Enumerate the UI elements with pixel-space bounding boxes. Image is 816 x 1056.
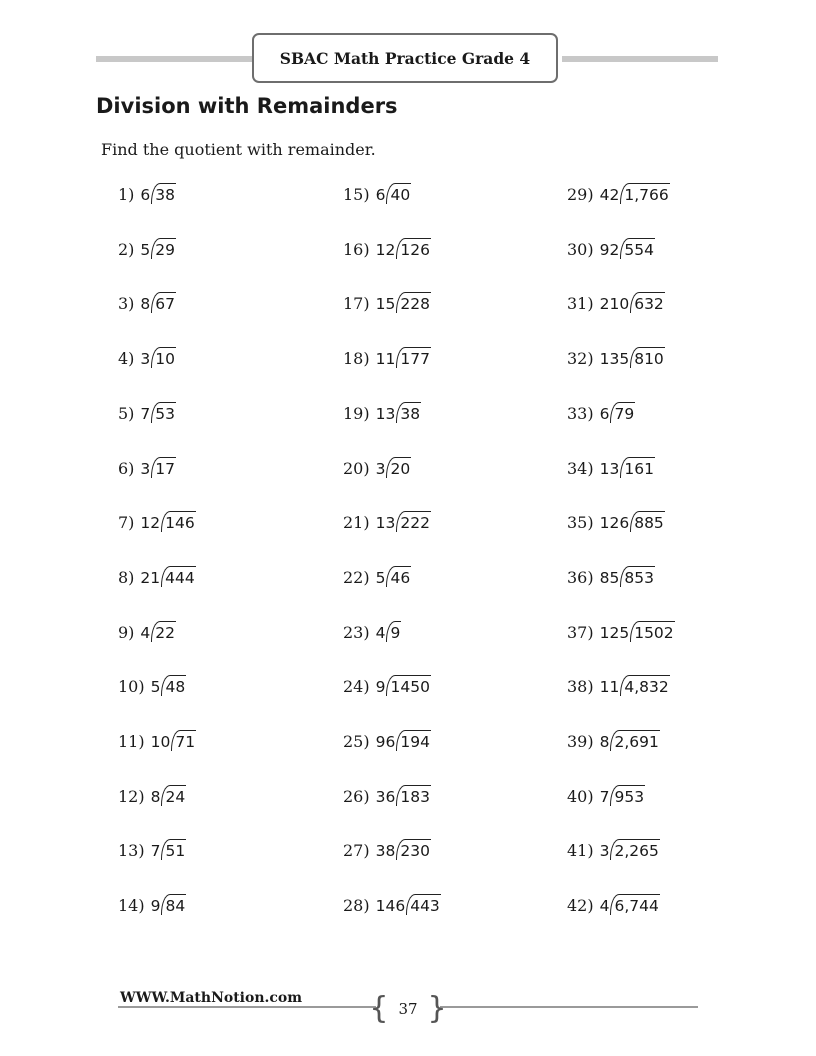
divisor: 13 bbox=[375, 514, 396, 532]
division-problem bbox=[343, 180, 411, 204]
divisor: 36 bbox=[375, 788, 396, 806]
footer-page-box bbox=[369, 991, 447, 1026]
divisor: 11 bbox=[599, 678, 620, 696]
dividend: 6,744 bbox=[610, 894, 659, 915]
dividend: 443 bbox=[406, 894, 441, 915]
dividend: 554 bbox=[620, 238, 655, 259]
divisor: 9 bbox=[375, 678, 386, 696]
dividend: 126 bbox=[396, 238, 431, 259]
dividend: 161 bbox=[620, 457, 655, 478]
dividend: 79 bbox=[610, 402, 635, 423]
divisor: 96 bbox=[375, 733, 396, 751]
problem-number: 35) bbox=[567, 513, 594, 532]
dividend: 17 bbox=[151, 457, 176, 478]
problem-number: 4) bbox=[118, 349, 135, 368]
problem-number: 38) bbox=[567, 677, 594, 696]
problem-number: 39) bbox=[567, 732, 594, 751]
divisor: 7 bbox=[599, 788, 610, 806]
problem-number: 36) bbox=[567, 568, 594, 587]
division-problem bbox=[118, 891, 186, 915]
dividend: 53 bbox=[151, 402, 176, 423]
dividend: 228 bbox=[396, 292, 431, 313]
problem-number: 41) bbox=[567, 841, 594, 860]
divisor: 12 bbox=[140, 514, 161, 532]
divisor: 3 bbox=[140, 350, 151, 368]
problem-number: 17) bbox=[343, 294, 370, 313]
problem-number: 18) bbox=[343, 349, 370, 368]
dividend: 20 bbox=[386, 457, 411, 478]
dividend: 230 bbox=[396, 839, 431, 860]
divisor: 12 bbox=[375, 241, 396, 259]
division-problem bbox=[567, 836, 660, 860]
division-problem bbox=[118, 454, 176, 478]
dividend: 38 bbox=[151, 183, 176, 204]
division-problem bbox=[343, 235, 431, 259]
left-brace-icon: { bbox=[369, 991, 389, 1026]
dividend: 853 bbox=[620, 566, 655, 587]
division-problem bbox=[567, 782, 645, 806]
footer-website: WWW.MathNotion.com bbox=[120, 990, 303, 1006]
page-number: 37 bbox=[398, 1000, 418, 1018]
divisor: 4 bbox=[140, 624, 151, 642]
dividend: 885 bbox=[630, 511, 665, 532]
divisor: 10 bbox=[150, 733, 171, 751]
division-problem bbox=[118, 672, 186, 696]
division-problem bbox=[343, 727, 431, 751]
division-problem bbox=[118, 180, 176, 204]
division-problem bbox=[118, 399, 176, 423]
divisor: 8 bbox=[599, 733, 610, 751]
problem-number: 21) bbox=[343, 513, 370, 532]
problem-number: 31) bbox=[567, 294, 594, 313]
problem-number: 5) bbox=[118, 404, 135, 423]
problem-number: 33) bbox=[567, 404, 594, 423]
dividend: 1502 bbox=[630, 621, 674, 642]
problem-number: 29) bbox=[567, 185, 594, 204]
division-problem bbox=[343, 289, 431, 313]
problem-number: 20) bbox=[343, 459, 370, 478]
divisor: 8 bbox=[150, 788, 161, 806]
divisor: 92 bbox=[599, 241, 620, 259]
division-problem bbox=[343, 891, 441, 915]
division-problem bbox=[343, 836, 431, 860]
problem-number: 12) bbox=[118, 787, 145, 806]
problem-number: 19) bbox=[343, 404, 370, 423]
instruction-text: Find the quotient with remainder. bbox=[101, 140, 376, 159]
problem-number: 42) bbox=[567, 896, 594, 915]
dividend: 2,691 bbox=[610, 730, 659, 751]
problem-number: 3) bbox=[118, 294, 135, 313]
division-problem bbox=[118, 508, 196, 532]
problem-number: 23) bbox=[343, 623, 370, 642]
division-problem bbox=[567, 344, 665, 368]
problem-number: 26) bbox=[343, 787, 370, 806]
division-problem bbox=[118, 782, 186, 806]
division-problem bbox=[343, 563, 411, 587]
dividend: 183 bbox=[396, 785, 431, 806]
problem-number: 14) bbox=[118, 896, 145, 915]
divisor: 5 bbox=[150, 678, 161, 696]
division-problem bbox=[118, 289, 176, 313]
divisor: 5 bbox=[140, 241, 151, 259]
division-problem bbox=[567, 508, 665, 532]
divisor: 3 bbox=[140, 460, 151, 478]
problem-number: 40) bbox=[567, 787, 594, 806]
divisor: 3 bbox=[599, 842, 610, 860]
divisor: 7 bbox=[140, 405, 151, 423]
division-problem bbox=[118, 235, 176, 259]
problem-number: 32) bbox=[567, 349, 594, 368]
dividend: 22 bbox=[151, 621, 176, 642]
dividend: 444 bbox=[161, 566, 196, 587]
division-problem bbox=[118, 727, 196, 751]
division-problem bbox=[567, 454, 655, 478]
problem-number: 37) bbox=[567, 623, 594, 642]
header-title: SBAC Math Practice Grade 4 bbox=[279, 48, 531, 68]
problem-number: 15) bbox=[343, 185, 370, 204]
divisor: 9 bbox=[150, 897, 161, 915]
division-problem bbox=[343, 508, 431, 532]
divisor: 3 bbox=[375, 460, 386, 478]
right-brace-icon: } bbox=[427, 991, 447, 1026]
dividend: 67 bbox=[151, 292, 176, 313]
divisor: 125 bbox=[599, 624, 630, 642]
dividend: 2,265 bbox=[610, 839, 659, 860]
division-problem bbox=[118, 344, 176, 368]
page-title: Division with Remainders bbox=[96, 94, 398, 118]
problem-number: 16) bbox=[343, 240, 370, 259]
division-problem bbox=[567, 563, 655, 587]
dividend: 222 bbox=[396, 511, 431, 532]
divisor: 126 bbox=[599, 514, 630, 532]
division-problem bbox=[343, 672, 431, 696]
dividend: 38 bbox=[396, 402, 421, 423]
division-problem bbox=[343, 454, 411, 478]
division-problem bbox=[567, 289, 665, 313]
divisor: 13 bbox=[599, 460, 620, 478]
divisor: 6 bbox=[599, 405, 610, 423]
problem-number: 13) bbox=[118, 841, 145, 860]
dividend: 71 bbox=[171, 730, 196, 751]
problem-number: 34) bbox=[567, 459, 594, 478]
footer-rule-left bbox=[118, 1006, 376, 1008]
dividend: 46 bbox=[386, 566, 411, 587]
division-problem bbox=[567, 235, 655, 259]
divisor: 15 bbox=[375, 295, 396, 313]
divisor: 21 bbox=[140, 569, 161, 587]
dividend: 40 bbox=[386, 183, 411, 204]
dividend: 29 bbox=[151, 238, 176, 259]
division-problem bbox=[567, 891, 660, 915]
divisor: 4 bbox=[599, 897, 610, 915]
division-problem bbox=[118, 618, 176, 642]
problem-number: 9) bbox=[118, 623, 135, 642]
problem-number: 22) bbox=[343, 568, 370, 587]
problem-number: 25) bbox=[343, 732, 370, 751]
dividend: 4,832 bbox=[620, 675, 669, 696]
problem-number: 7) bbox=[118, 513, 135, 532]
divisor: 8 bbox=[140, 295, 151, 313]
problem-number: 27) bbox=[343, 841, 370, 860]
footer-rule-right bbox=[440, 1006, 698, 1008]
division-problem bbox=[343, 618, 401, 642]
problem-number: 2) bbox=[118, 240, 135, 259]
divisor: 42 bbox=[599, 186, 620, 204]
division-problem bbox=[343, 782, 431, 806]
dividend: 51 bbox=[161, 839, 186, 860]
division-problem bbox=[567, 399, 635, 423]
divisor: 4 bbox=[375, 624, 386, 642]
problem-number: 28) bbox=[343, 896, 370, 915]
division-problem bbox=[567, 727, 660, 751]
division-problem bbox=[567, 672, 670, 696]
divisor: 135 bbox=[599, 350, 630, 368]
dividend: 48 bbox=[161, 675, 186, 696]
divisor: 85 bbox=[599, 569, 620, 587]
dividend: 84 bbox=[161, 894, 186, 915]
dividend: 1,766 bbox=[620, 183, 669, 204]
divisor: 6 bbox=[140, 186, 151, 204]
dividend: 146 bbox=[161, 511, 196, 532]
divisor: 7 bbox=[150, 842, 161, 860]
divisor: 210 bbox=[599, 295, 630, 313]
problem-number: 6) bbox=[118, 459, 135, 478]
divisor: 5 bbox=[375, 569, 386, 587]
dividend: 10 bbox=[151, 347, 176, 368]
dividend: 177 bbox=[396, 347, 431, 368]
divisor: 11 bbox=[375, 350, 396, 368]
division-problem bbox=[343, 399, 421, 423]
problem-number: 30) bbox=[567, 240, 594, 259]
problem-number: 8) bbox=[118, 568, 135, 587]
divisor: 38 bbox=[375, 842, 396, 860]
problem-number: 24) bbox=[343, 677, 370, 696]
dividend: 194 bbox=[396, 730, 431, 751]
dividend: 632 bbox=[630, 292, 665, 313]
division-problem bbox=[118, 836, 186, 860]
problem-number: 1) bbox=[118, 185, 135, 204]
division-problem bbox=[118, 563, 196, 587]
division-problem bbox=[567, 618, 675, 642]
problem-number: 10) bbox=[118, 677, 145, 696]
dividend: 9 bbox=[386, 621, 401, 642]
dividend: 1450 bbox=[386, 675, 430, 696]
divisor: 146 bbox=[375, 897, 406, 915]
division-problem bbox=[343, 344, 431, 368]
dividend: 24 bbox=[161, 785, 186, 806]
divisor: 6 bbox=[375, 186, 386, 204]
problem-number: 11) bbox=[118, 732, 145, 751]
dividend: 810 bbox=[630, 347, 665, 368]
division-problem bbox=[567, 180, 670, 204]
divisor: 13 bbox=[375, 405, 396, 423]
dividend: 953 bbox=[610, 785, 645, 806]
